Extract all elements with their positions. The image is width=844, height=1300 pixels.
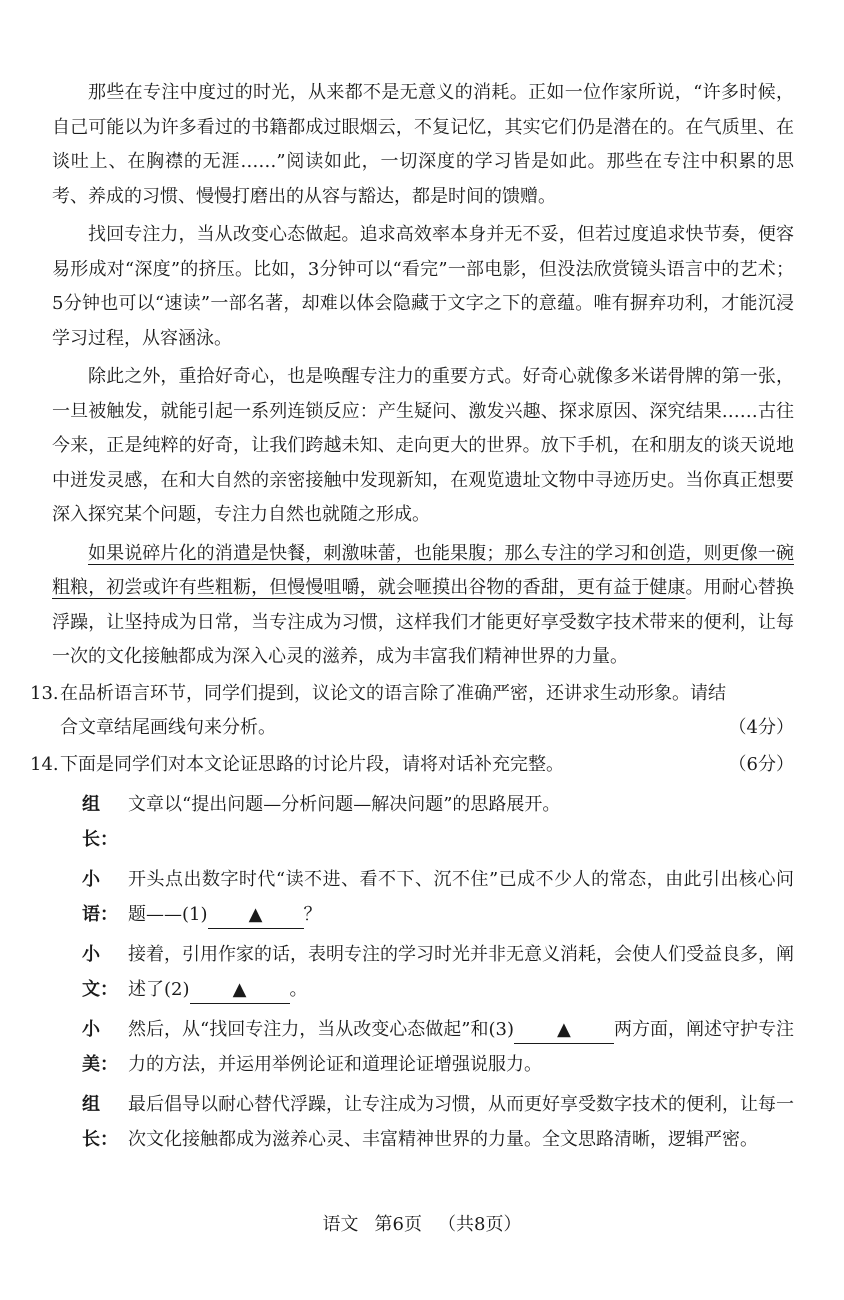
- speaker-label: 小文：: [82, 944, 118, 1000]
- footer-total-pages: （共8页）: [438, 1214, 522, 1235]
- footer-subject: 语文: [322, 1214, 359, 1235]
- answer-blank-1[interactable]: ▲: [208, 902, 304, 929]
- dialog-text-end: 两方面，阐述守护专注力的方法，并运用举例论证和道理论证增强说服力。: [128, 1019, 794, 1075]
- dialog-line-xiaoyu: [82, 863, 794, 932]
- dialog-text: 接着，引用作家的话，表明专注的学习时光并非无意义消耗，会使人们受益良多，阐述了(2): [128, 944, 794, 1000]
- paragraph-4-rest: 。用耐心替换浮躁，让坚持成为日常，当专注成为习惯，这样我们才能更好享受数字技术带来的便利，让每一次的文化接触都成为深入心灵的滋养，成为丰富我们精神世界的力量。: [52, 577, 794, 667]
- dialog-text: 然后，从“找回专注力，当从改变心态做起”和(3): [128, 1019, 514, 1040]
- dialog-text-end: 。: [289, 978, 308, 1000]
- dialog-text: 开头点出数字时代“读不进、看不下、沉不住”已成不少人的常态，由此引出核心问题——(1): [128, 869, 794, 925]
- question-13: [30, 677, 794, 746]
- dialog-text: 文章以“提出问题—分析问题—解决问题”的思路展开。: [128, 794, 561, 815]
- dialog-text: 最后倡导以耐心替代浮躁，让专注成为习惯，从而更好享受数字技术的便利，让每一次文化接触都成为滋养心灵、丰富精神世界的力量。全文思路清晰，逻辑严密。: [128, 1094, 794, 1150]
- speaker-label: 组长：: [82, 1094, 118, 1150]
- page-content: [30, 76, 794, 1157]
- speaker-label: 小语：: [82, 869, 118, 925]
- footer-page-number: 第6页: [374, 1214, 422, 1235]
- question-13-text-line2: 合文章结尾画线句来分析。: [60, 717, 276, 738]
- speaker-label: 组长：: [82, 794, 118, 850]
- discussion-dialog: [82, 788, 794, 1157]
- underlined-sentence: 如果说碎片化的消遣是快餐，刺激味蕾，也能果腹；那么专注的学习和创造，则更像一碗粗粮，初尝或许有些粗粝，但慢慢咀嚼，就会咂摸出谷物的香甜，更有益于健康: [52, 542, 794, 598]
- body-paragraph-3: 除此之外，重拾好奇心，也是唤醒专注力的重要方式。好奇心就像多米诺骨牌的第一张，一旦被触发，就能引起一系列连锁反应：产生疑问、激发兴趣、探求原因、深究结果……古往今来，正是纯粹的好奇，让我们跨越未知、走向更大的世界。放下手机，在和朋友的谈天说地中迸发灵感，在和大自然的亲密接触中发现新知，在观览遗址文物中寻迹历史。当你真正想要深入探究某个问题，专注力自然也就随之形成。: [52, 366, 794, 525]
- question-14-number: 14.: [30, 753, 59, 775]
- dialog-line-xiaowen: [82, 938, 794, 1007]
- question-14-text: 下面是同学们对本文论证思路的讨论片段，请将对话补充完整。: [60, 753, 564, 775]
- answer-blank-3[interactable]: ▲: [514, 1017, 614, 1044]
- dialog-line-leader-2: [82, 1088, 794, 1157]
- dialog-text-end: ？: [303, 903, 322, 925]
- dialog-line-xiaomei: [82, 1013, 794, 1082]
- question-14: [30, 748, 794, 783]
- dialog-line-leader-1: [82, 788, 794, 857]
- answer-blank-2[interactable]: ▲: [190, 977, 290, 1004]
- question-13-score: （4分）: [728, 717, 794, 738]
- body-paragraph-2: 找回专注力，当从改变心态做起。追求高效率本身并无不妥，但若过度追求快节奏，便容易形成对“深度”的挤压。比如，3分钟可以“看完”一部电影，但没法欣赏镜头语言中的艺术；5分钟也可以“速读”一部名著，却难以体会隐藏于文字之下的意蕴。唯有摒弃功利，才能沉浸学习过程，从容涵泳。: [52, 224, 794, 349]
- page-footer: [0, 1208, 844, 1243]
- question-13-text-line1: 在品析语言环节，同学们提到，议论文的语言除了准确严密，还讲求生动形象。请结: [60, 682, 726, 704]
- speaker-label: 小美：: [82, 1019, 118, 1075]
- body-paragraph-4: [52, 537, 794, 675]
- body-paragraph-1: 那些在专注中度过的时光，从来都不是无意义的消耗。正如一位作家所说，“许多时候，自己可能以为许多看过的书籍都成过眼烟云，不复记忆，其实它们仍是潜在的。在气质里、在谈吐上、在胸襟的无涯……”阅读如此，一切深度的学习皆是如此。那些在专注中积累的思考、养成的习惯、慢慢打磨出的从容与豁达，都是时间的馈赠。: [52, 82, 794, 207]
- question-13-number: 13.: [30, 682, 59, 704]
- question-14-score: （6分）: [728, 753, 794, 775]
